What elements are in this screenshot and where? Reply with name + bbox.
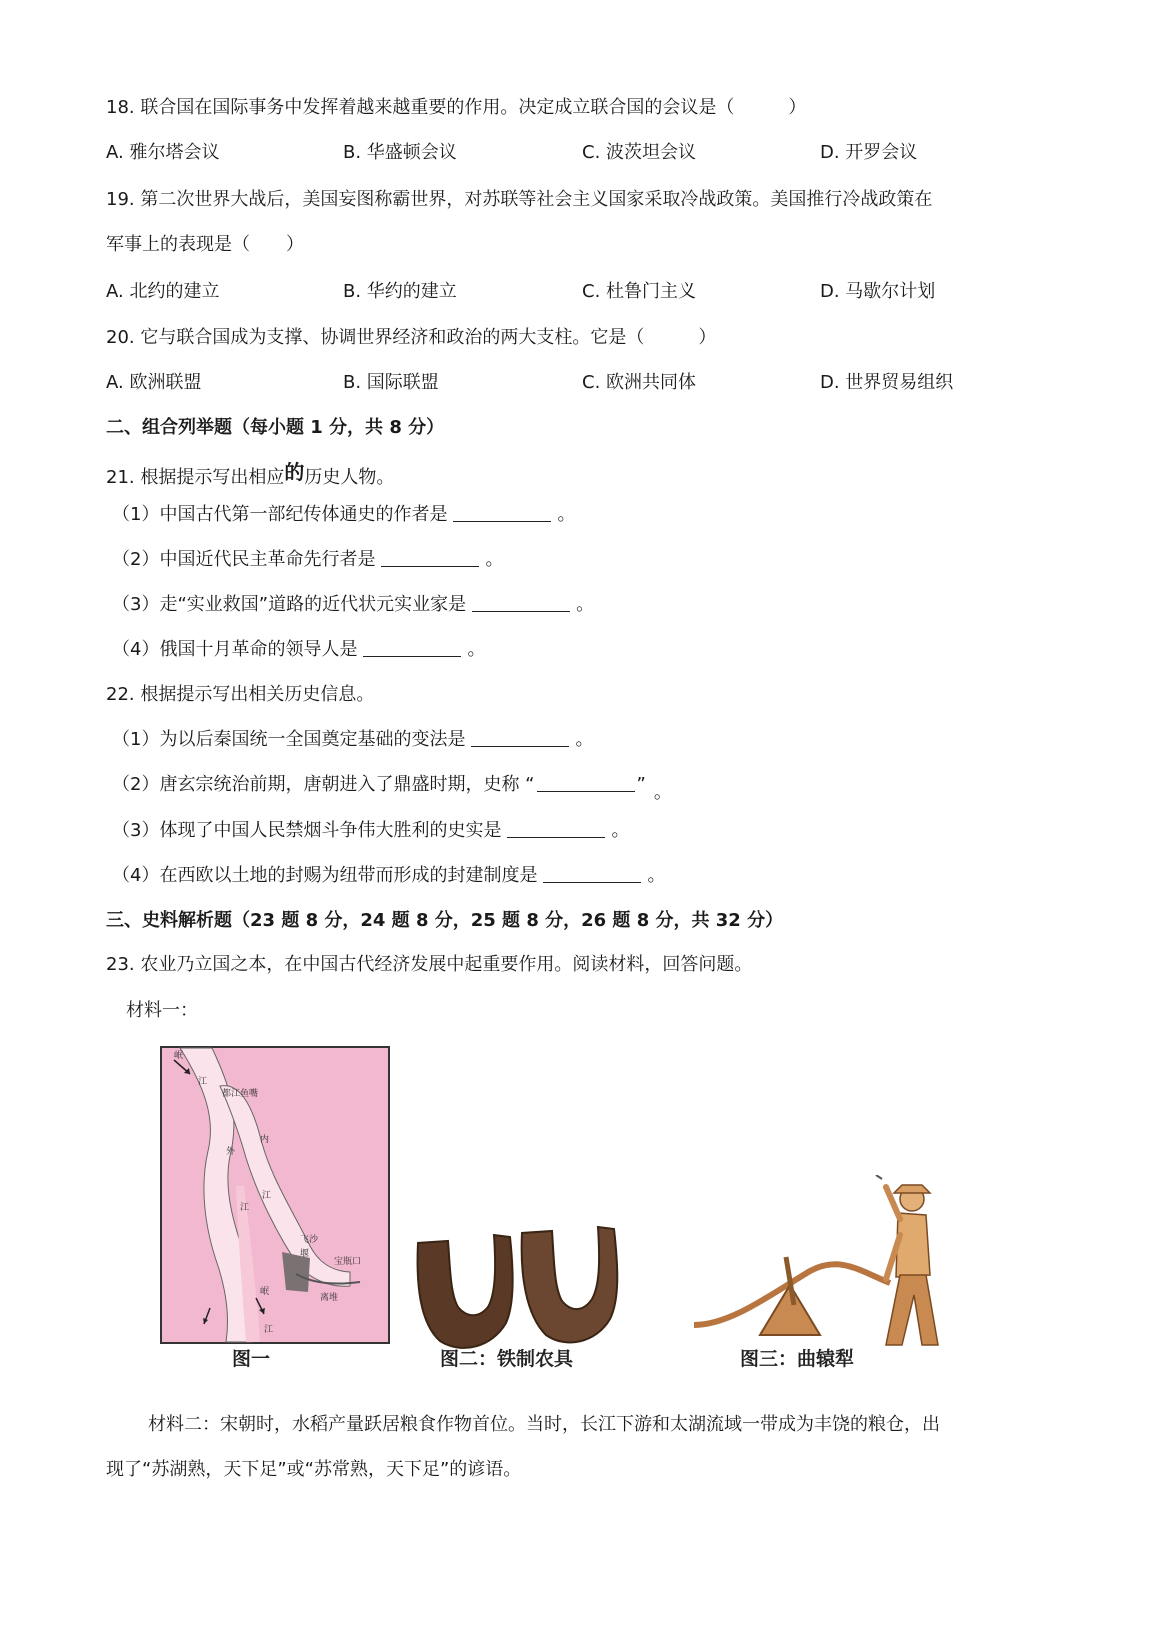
q22-item-1-text: （1）为以后秦国统一全国奠定基础的变法是	[112, 729, 466, 750]
map-label-lidui: 离堆	[320, 1293, 339, 1303]
q22-stem: 22. 根据提示写出相关历史信息。	[106, 684, 375, 705]
map-label-min-lower: 岷	[260, 1287, 270, 1297]
q22-item-4-end: 。	[647, 865, 666, 886]
q22-item-4	[112, 864, 665, 888]
q22-item-2	[112, 773, 672, 805]
q21-item-1-end: 。	[557, 504, 576, 525]
farmer-legs	[886, 1275, 938, 1345]
answer-blank[interactable]	[507, 819, 605, 838]
figure3-caption: 图三：曲辕犁	[740, 1348, 855, 1370]
q20-option-d: D. 世界贸易组织	[820, 372, 954, 393]
q23-stem: 23. 农业乃立国之本，在中国古代经济发展中起重要作用。阅读材料，回答问题。	[106, 954, 753, 975]
answer-blank[interactable]	[381, 548, 479, 567]
q22-item-3-end: 。	[611, 820, 630, 841]
q21-stem	[106, 460, 394, 490]
q21-stem-part1: 21. 根据提示写出相应	[106, 467, 285, 488]
map-label-yuzui: 都江鱼嘴	[222, 1089, 259, 1099]
q19-stem-line1: 19. 第二次世界大战后，美国妄图称霸世界，对苏联等社会主义国家采取冷战政策。美国推行冷战政策在	[106, 189, 933, 210]
q18-option-b: B. 华盛顿会议	[343, 142, 457, 163]
q22-item-2-text: （2）唐玄宗统治前期，唐朝进入了鼎盛时期，史称 “	[112, 774, 535, 795]
q22-item-2-end: 。	[653, 782, 672, 803]
q18-stem: 18. 联合国在国际事务中发挥着越来越重要的作用。决定成立联合国的会议是（ ）	[106, 97, 807, 118]
section3-heading: 三、史料解析题（23 题 8 分，24 题 8 分，25 题 8 分，26 题 8 分，共 32 分）	[106, 910, 784, 931]
farmer-hat	[894, 1185, 930, 1193]
q23-material1-label: 材料一：	[126, 1000, 198, 1021]
q21-item-1	[112, 503, 575, 527]
q23-material2-line2: 现了“苏湖熟，天下足”或“苏常熟，天下足”的谚语。	[106, 1459, 522, 1480]
q22-item-4-text: （4）在西欧以土地的封赐为纽带而形成的封建制度是	[112, 865, 538, 886]
iron-hoe-left	[418, 1235, 513, 1348]
curved-plough-image	[690, 1175, 950, 1355]
figure2-caption: 图二：铁制农具	[440, 1348, 574, 1370]
map-label-jiang-lower: 江	[264, 1325, 274, 1335]
map-label-min: 岷	[174, 1051, 184, 1061]
map-label-feisha: 飞沙	[300, 1235, 319, 1245]
q21-item-3	[112, 593, 594, 617]
map-label-baopingkou: 宝瓶口	[334, 1257, 362, 1267]
dujiangyan-map	[160, 1046, 392, 1346]
q20-option-b: B. 国际联盟	[343, 372, 439, 393]
answer-blank[interactable]	[543, 864, 641, 883]
iron-hoe-right	[522, 1227, 618, 1342]
q23-material2-line1: 材料二：宋朝时，水稻产量跃居粮食作物首位。当时，长江下游和太湖流域一带成为丰饶的粮仓，出	[148, 1414, 940, 1435]
map-label-jiang-inner: 江	[262, 1191, 272, 1201]
q22-item-2-close-quote: ”	[636, 774, 646, 795]
q22-item-3	[112, 819, 629, 843]
figure1-caption: 图一	[232, 1348, 271, 1370]
q20-option-a: A. 欧洲联盟	[106, 372, 202, 393]
q21-stem-big-char: 的	[284, 460, 305, 484]
iron-tools-image	[410, 1215, 650, 1355]
q18-option-c: C. 波茨坦会议	[582, 142, 697, 163]
map-label-nei: 内	[260, 1135, 270, 1145]
q21-item-4-end: 。	[467, 639, 486, 660]
q19-option-a: A. 北约的建立	[106, 281, 220, 302]
q22-item-1-end: 。	[575, 729, 594, 750]
farmer-body	[896, 1213, 930, 1277]
q19-option-b: B. 华约的建立	[343, 281, 457, 302]
q21-item-4-text: （4）俄国十月革命的领导人是	[112, 639, 358, 660]
q18-option-a: A. 雅尔塔会议	[106, 142, 220, 163]
map-label-wai: 外	[226, 1147, 236, 1157]
map-label-jiang: 江	[198, 1077, 208, 1087]
map-label-jiang-outer: 江	[240, 1203, 250, 1213]
answer-blank[interactable]	[471, 728, 569, 747]
q20-stem: 20. 它与联合国成为支撑、协调世界经济和政治的两大支柱。它是（ ）	[106, 327, 717, 348]
answer-blank[interactable]	[363, 638, 461, 657]
q21-item-4	[112, 638, 485, 662]
q19-stem-line2: 军事上的表现是（ ）	[106, 234, 304, 255]
q19-option-c: C. 杜鲁门主义	[582, 281, 697, 302]
farmer-whip	[876, 1175, 882, 1179]
q22-item-3-text: （3）体现了中国人民禁烟斗争伟大胜利的史实是	[112, 820, 502, 841]
answer-blank[interactable]	[472, 593, 570, 612]
q21-item-3-text: （3）走“实业救国”道路的近代状元实业家是	[112, 594, 467, 615]
answer-blank[interactable]	[453, 503, 551, 522]
map-label-yan: 堰	[300, 1249, 310, 1259]
q18-option-d: D. 开罗会议	[820, 142, 918, 163]
q21-item-1-text: （1）中国古代第一部纪传体通史的作者是	[112, 504, 448, 525]
section2-heading: 二、组合列举题（每小题 1 分，共 8 分）	[106, 417, 445, 438]
answer-blank[interactable]	[537, 773, 635, 792]
q20-option-c: C. 欧洲共同体	[582, 372, 697, 393]
q22-item-1	[112, 728, 593, 752]
q21-item-2-end: 。	[485, 549, 504, 570]
q21-item-3-end: 。	[576, 594, 595, 615]
q21-stem-part2: 历史人物。	[304, 467, 395, 488]
q21-item-2-text: （2）中国近代民主革命先行者是	[112, 549, 376, 570]
q19-option-d: D. 马歇尔计划	[820, 281, 936, 302]
q21-item-2	[112, 548, 503, 572]
